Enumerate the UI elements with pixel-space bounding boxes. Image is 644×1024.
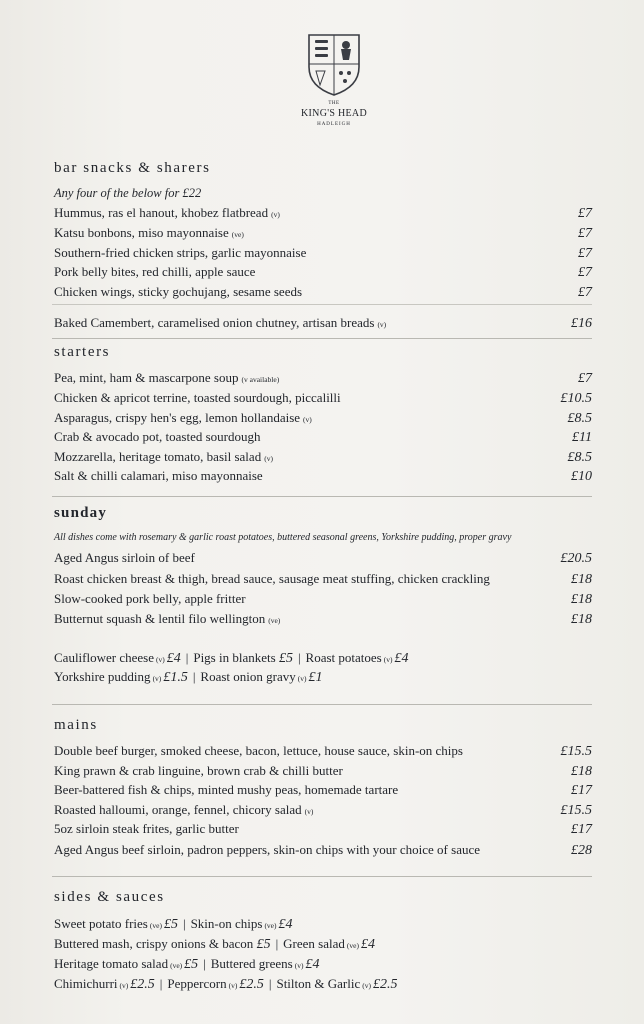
menu-item: Salt & chilli calamari, miso mayonnaise — [54, 468, 263, 483]
menu-item: Double beef burger, smoked cheese, bacon, lettuce, house sauce, skin-on chips — [54, 743, 463, 758]
menu-item-price: £8.5 — [567, 411, 592, 426]
sides-line: Heritage tomato salad (ve) £5 | Buttered greens (v) £4 — [54, 956, 320, 972]
menu-item: Mozzarella, heritage tomato, basil salad (v) — [54, 449, 273, 464]
sides-line: Chimichurri (v) £2.5 | Peppercorn (v) £2.5 | Stilton & Garlic (v) £2.5 — [54, 976, 398, 992]
divider — [52, 876, 592, 877]
menu-item: Hummus, ras el hanout, khobez flatbread (v) — [54, 205, 280, 220]
menu-item: Aged Angus beef sirloin, padron peppers, skin-on chips with your choice of sauce — [54, 842, 481, 857]
menu-item: Chicken wings, sticky gochujang, sesame seeds — [54, 284, 303, 299]
sunday-extras-line: Yorkshire pudding (v) £1.5 | Roast onion gravy (v) £1 — [54, 669, 323, 685]
menu-item-price: £20.5 — [560, 551, 592, 566]
menu-item-price: £7 — [578, 226, 592, 241]
sunday-note: All dishes come with rosemary & garlic roast potatoes, buttered seasonal greens, Yorkshire pudding, proper gravy — [54, 532, 512, 543]
sunday-extras-line: Cauliflower cheese (v) £4 | Pigs in blankets £5 | Roast potatoes (v) £4 — [54, 650, 409, 666]
menu-item: 5oz sirloin steak frites, garlic butter — [54, 821, 239, 836]
menu-item: Butternut squash & lentil filo wellington (ve) — [54, 611, 281, 626]
menu-item: Pea, mint, ham & mascarpone soup (v available) — [54, 370, 280, 385]
menu-item-price: £15.5 — [560, 744, 592, 759]
menu-item: Roast chicken breast & thigh, bread sauce, sausage meat stuffing, chicken crackling — [54, 571, 490, 586]
logo-name: KING'S HEAD — [301, 108, 367, 119]
mains-title: mains — [54, 717, 98, 733]
menu-item: Roasted halloumi, orange, fennel, chicory salad (v) — [54, 802, 314, 817]
bar-snacks-title: bar snacks & sharers — [54, 160, 211, 176]
menu-item-price: £7 — [578, 371, 592, 386]
menu-item-price: £17 — [571, 783, 592, 798]
menu-item-price: £7 — [578, 285, 592, 300]
divider — [52, 304, 592, 305]
logo-location: HADLEIGH — [317, 122, 351, 127]
sides-title: sides & sauces — [54, 889, 165, 905]
menu-item: Southern-fried chicken strips, garlic mayonnaise — [54, 245, 307, 260]
menu-item-price: £10.5 — [560, 391, 592, 406]
menu-item-price: £16 — [571, 316, 592, 331]
divider — [52, 338, 592, 339]
menu-item: Asparagus, crispy hen's egg, lemon hollandaise (v) — [54, 410, 312, 425]
menu-item: Aged Angus sirloin of beef — [54, 550, 195, 565]
menu-item-price: £28 — [571, 843, 592, 858]
menu-item: Slow-cooked pork belly, apple fritter — [54, 591, 246, 606]
menu-item-price: £18 — [571, 572, 592, 587]
menu-item: Beer-battered fish & chips, minted mushy peas, homemade tartare — [54, 782, 399, 797]
divider — [52, 704, 592, 705]
menu-item: Baked Camembert, caramelised onion chutney, artisan breads (v) — [54, 315, 387, 330]
menu-item-price: £7 — [578, 206, 592, 221]
sides-line: Buttered mash, crispy onions & bacon £5 | Green salad (ve) £4 — [54, 936, 375, 952]
heraldic-shield-icon — [306, 33, 362, 97]
menu-item-price: £18 — [571, 612, 592, 627]
logo-article: THE — [328, 101, 340, 106]
menu-item: Crab & avocado pot, toasted sourdough — [54, 429, 261, 444]
menu-item-price: £8.5 — [567, 450, 592, 465]
starters-title: starters — [54, 344, 111, 360]
menu-item: Katsu bonbons, miso mayonnaise (ve) — [54, 225, 244, 240]
menu-item-price: £18 — [571, 592, 592, 607]
sides-line: Sweet potato fries (ve) £5 | Skin-on chips (ve) £4 — [54, 916, 293, 932]
menu-item: Pork belly bites, red chilli, apple sauce — [54, 264, 256, 279]
menu-item-price: £17 — [571, 822, 592, 837]
menu-item-price: £7 — [578, 246, 592, 261]
menu-item: Chicken & apricot terrine, toasted sourdough, piccalilli — [54, 390, 341, 405]
menu-item-price: £11 — [572, 430, 592, 445]
divider — [52, 496, 592, 497]
menu-item-price: £18 — [571, 764, 592, 779]
kings-head-logo — [301, 33, 367, 127]
menu-item-price: £10 — [571, 469, 592, 484]
menu-item: King prawn & crab linguine, brown crab & chilli butter — [54, 763, 343, 778]
menu-item-price: £7 — [578, 265, 592, 280]
bar-snacks-note: Any four of the below for £22 — [54, 186, 202, 200]
sunday-title: sunday — [54, 505, 108, 521]
menu-item-price: £15.5 — [560, 803, 592, 818]
